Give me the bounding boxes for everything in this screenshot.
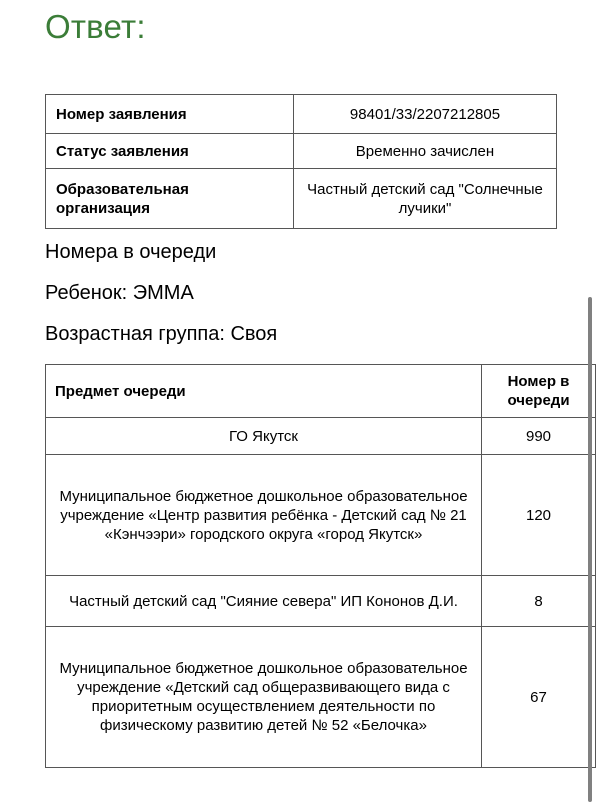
application-number-value: 98401/33/2207212805 (294, 95, 557, 134)
queue-subject: Частный детский сад "Сияние севера" ИП Кононов Д.И. (46, 576, 482, 627)
education-organization-label: Образовательная организация (46, 169, 294, 229)
table-row (46, 576, 596, 627)
table-row (46, 169, 557, 229)
column-header-number: Номер в очереди (482, 365, 596, 418)
application-status-label: Статус заявления (46, 134, 294, 169)
table-row (46, 134, 557, 169)
queue-number: 990 (482, 418, 596, 455)
application-info-table (45, 94, 557, 229)
queue-number: 120 (482, 455, 596, 576)
application-number-label: Номер заявления (46, 95, 294, 134)
age-group-heading: Возрастная группа: Своя (45, 323, 278, 345)
page-title: Ответ: (45, 8, 146, 45)
child-name-heading: Ребенок: ЭММА (45, 282, 194, 304)
column-header-subject: Предмет очереди (46, 365, 482, 418)
table-header-row (46, 365, 596, 418)
vertical-scrollbar[interactable] (586, 0, 600, 802)
application-status-value: Временно зачислен (294, 134, 557, 169)
queue-positions-table (45, 364, 596, 768)
scrollbar-thumb[interactable] (588, 297, 592, 802)
queue-subject: ГО Якутск (46, 418, 482, 455)
queue-numbers-heading: Номера в очереди (45, 241, 217, 263)
queue-subject: Муниципальное бюджетное дошкольное образовательное учреждение «Центр развития ребёнка - Детский сад № 21 «Кэнчээри» городского округа «город Якутск» (46, 455, 482, 576)
queue-number: 67 (482, 627, 596, 768)
queue-number: 8 (482, 576, 596, 627)
queue-subject: Муниципальное бюджетное дошкольное образовательное учреждение «Детский сад общеразвивающего вида с приоритетным осуществлением деятельности по физическому развитию детей № 52 «Белочка» (46, 627, 482, 768)
education-organization-value: Частный детский сад "Солнечные лучики" (294, 169, 557, 229)
table-row (46, 627, 596, 768)
table-row (46, 455, 596, 576)
table-row (46, 95, 557, 134)
table-row (46, 418, 596, 455)
